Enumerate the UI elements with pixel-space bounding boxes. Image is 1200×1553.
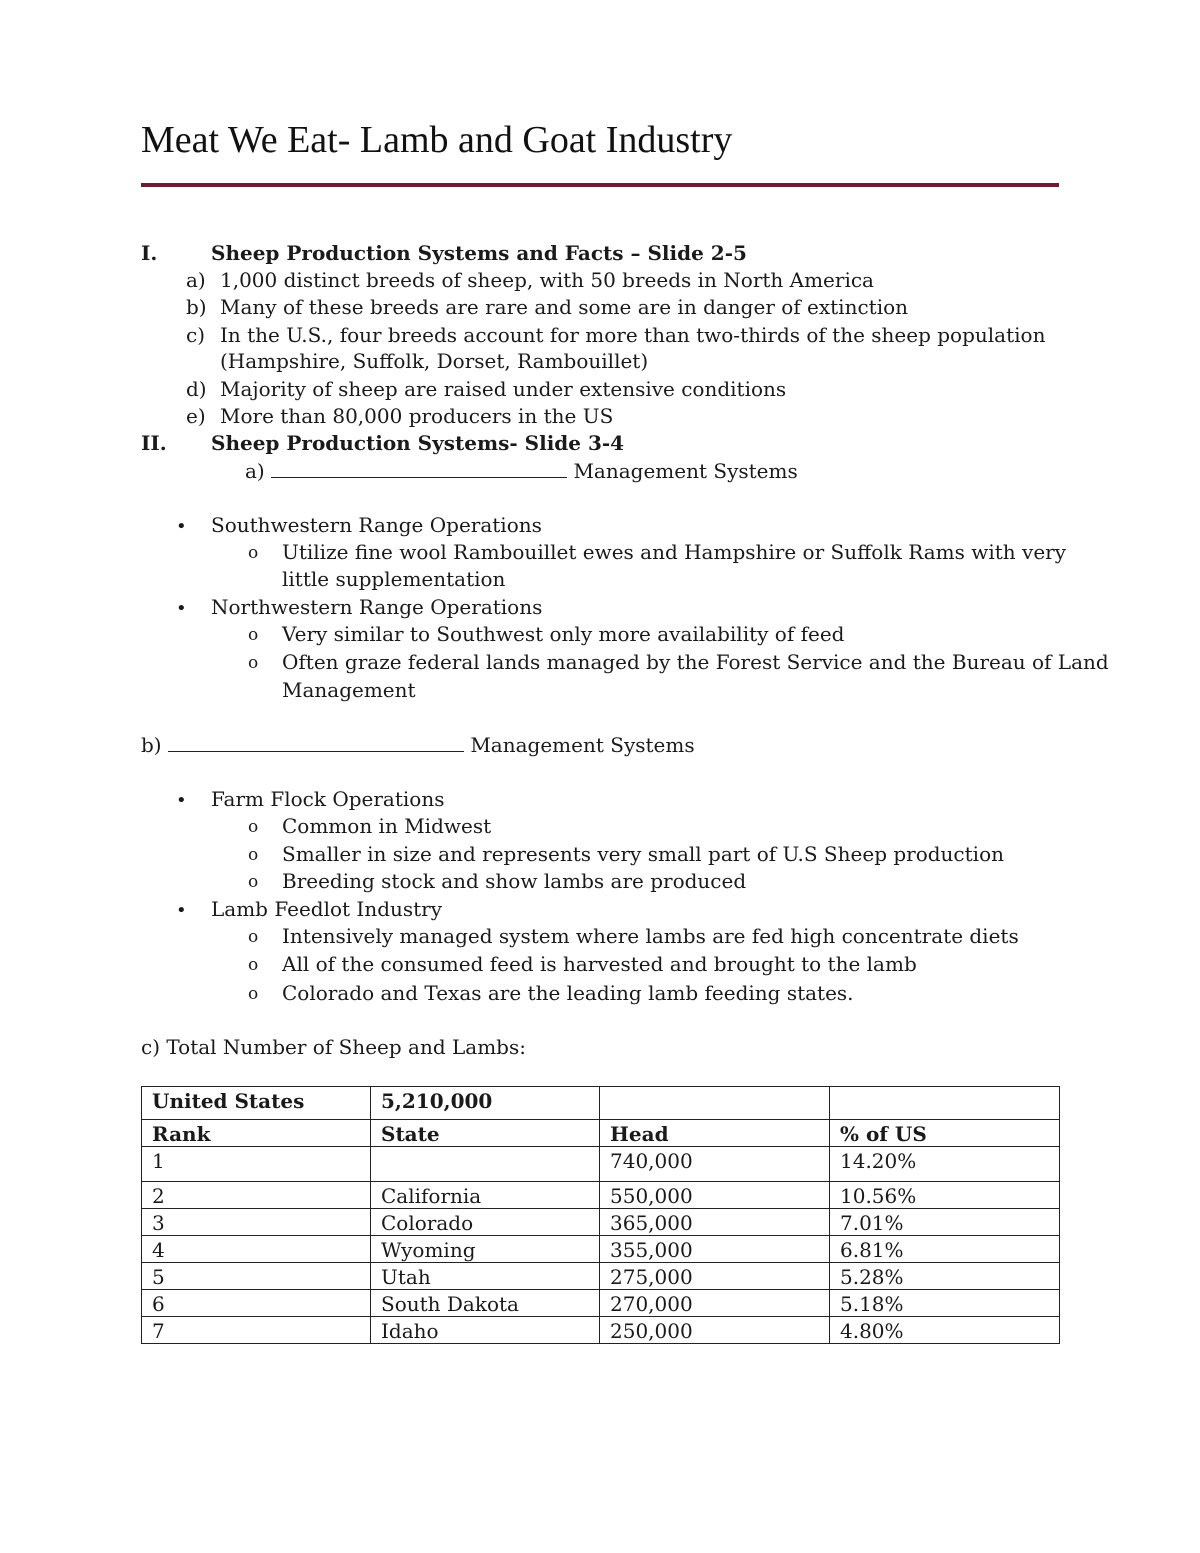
head-cell: 365,000 (600, 1209, 830, 1236)
rank-cell: 3 (142, 1209, 371, 1236)
table-row (142, 1087, 1060, 1120)
section-1-heading: Sheep Production Systems and Facts – Slide 2-5 (211, 241, 747, 265)
subsection-b-line (141, 731, 695, 759)
subsection-c-text: c) Total Number of Sheep and Lambs: (141, 1035, 526, 1059)
head-cell: 250,000 (600, 1317, 830, 1344)
bullet-northwestern: Northwestern Range Operations (211, 595, 543, 619)
fill-in-blank-a[interactable] (271, 457, 567, 478)
header-percent: % of US (830, 1120, 1060, 1147)
rank-cell: 4 (142, 1236, 371, 1263)
header-head: Head (600, 1120, 830, 1147)
table-row (142, 1147, 1060, 1182)
bullet-icon: • (176, 598, 187, 619)
sub-lamb-feedlot-3: Colorado and Texas are the leading lamb feeding states. (282, 981, 854, 1005)
bullet-icon: • (176, 900, 187, 921)
us-total-cell: 5,210,000 (371, 1087, 600, 1120)
item-c-letter: c) (186, 323, 206, 347)
table-row (142, 1290, 1060, 1317)
empty-cell (600, 1087, 830, 1120)
head-cell: 550,000 (600, 1182, 830, 1209)
table-row (142, 1209, 1060, 1236)
state-cell: Wyoming (371, 1236, 600, 1263)
percent-cell: 6.81% (830, 1236, 1060, 1263)
sub-southwestern-1-cont: little supplementation (282, 567, 506, 591)
circle-bullet-icon: o (248, 927, 259, 947)
subsection-b-label: b) (141, 733, 162, 757)
state-cell: Utah (371, 1263, 600, 1290)
item-a-letter: a) (186, 268, 206, 292)
section-1-numeral: I. (141, 241, 158, 265)
rank-cell: 1 (142, 1147, 371, 1182)
title-divider (141, 183, 1059, 187)
subsection-b-suffix: Management Systems (470, 733, 695, 757)
fill-in-blank-b[interactable] (168, 731, 464, 752)
item-e-letter: e) (186, 404, 206, 428)
item-d-text: Majority of sheep are raised under extensive conditions (220, 377, 787, 401)
sub-northwestern-1: Very similar to Southwest only more availability of feed (282, 622, 845, 646)
circle-bullet-icon: o (248, 625, 259, 645)
us-label-cell: United States (142, 1087, 371, 1120)
section-2-heading: Sheep Production Systems- Slide 3-4 (211, 431, 625, 455)
head-cell: 270,000 (600, 1290, 830, 1317)
item-a-text: 1,000 distinct breeds of sheep, with 50 breeds in North America (220, 268, 874, 292)
bullet-lamb-feedlot: Lamb Feedlot Industry (211, 897, 443, 921)
item-d-letter: d) (186, 377, 207, 401)
subsection-a-label: a) (245, 459, 265, 483)
table-row (142, 1317, 1060, 1344)
sub-farm-flock-1: Common in Midwest (282, 814, 492, 838)
state-cell: South Dakota (371, 1290, 600, 1317)
sub-northwestern-2-cont: Management (282, 678, 416, 702)
percent-cell: 4.80% (830, 1317, 1060, 1344)
table-row (142, 1263, 1060, 1290)
circle-bullet-icon: o (248, 872, 259, 892)
sheep-population-table (141, 1086, 1060, 1344)
item-c-text: In the U.S., four breeds account for more than two-thirds of the sheep population (220, 323, 1046, 347)
rank-cell: 2 (142, 1182, 371, 1209)
percent-cell: 5.28% (830, 1263, 1060, 1290)
sub-lamb-feedlot-1: Intensively managed system where lambs are fed high concentrate diets (282, 924, 1019, 948)
table-header-row (142, 1120, 1060, 1147)
circle-bullet-icon: o (248, 845, 259, 865)
circle-bullet-icon: o (248, 984, 259, 1004)
item-b-text: Many of these breeds are rare and some are in danger of extinction (220, 295, 909, 319)
rank-cell: 5 (142, 1263, 371, 1290)
sub-farm-flock-3: Breeding stock and show lambs are produced (282, 869, 747, 893)
sub-farm-flock-2: Smaller in size and represents very small part of U.S Sheep production (282, 842, 1004, 866)
table-row (142, 1182, 1060, 1209)
bullet-southwestern: Southwestern Range Operations (211, 513, 542, 537)
state-cell: California (371, 1182, 600, 1209)
bullet-icon: • (176, 516, 187, 537)
bullet-icon: • (176, 790, 187, 811)
bullet-farm-flock: Farm Flock Operations (211, 787, 445, 811)
percent-cell: 7.01% (830, 1209, 1060, 1236)
state-cell: Idaho (371, 1317, 600, 1344)
circle-bullet-icon: o (248, 955, 259, 975)
header-rank: Rank (142, 1120, 371, 1147)
percent-cell: 14.20% (830, 1147, 1060, 1182)
state-cell-blank[interactable] (371, 1147, 600, 1182)
subsection-a-suffix: Management Systems (573, 459, 798, 483)
sub-northwestern-2: Often graze federal lands managed by the Forest Service and the Bureau of Land (282, 650, 1109, 674)
state-cell: Colorado (371, 1209, 600, 1236)
rank-cell: 6 (142, 1290, 371, 1317)
empty-cell (830, 1087, 1060, 1120)
circle-bullet-icon: o (248, 817, 259, 837)
item-b-letter: b) (186, 295, 207, 319)
item-c-continuation: (Hampshire, Suffolk, Dorset, Rambouillet) (220, 349, 649, 373)
head-cell: 355,000 (600, 1236, 830, 1263)
header-state: State (371, 1120, 600, 1147)
circle-bullet-icon: o (248, 653, 259, 673)
head-cell: 740,000 (600, 1147, 830, 1182)
item-e-text: More than 80,000 producers in the US (220, 404, 614, 428)
circle-bullet-icon: o (248, 543, 259, 563)
sub-southwestern-1: Utilize fine wool Rambouillet ewes and Hampshire or Suffolk Rams with very (282, 540, 1067, 564)
percent-cell: 10.56% (830, 1182, 1060, 1209)
page-title: Meat We Eat- Lamb and Goat Industry (141, 119, 733, 161)
subsection-a-line (245, 457, 798, 485)
percent-cell: 5.18% (830, 1290, 1060, 1317)
rank-cell: 7 (142, 1317, 371, 1344)
section-2-numeral: II. (141, 431, 167, 455)
head-cell: 275,000 (600, 1263, 830, 1290)
sub-lamb-feedlot-2: All of the consumed feed is harvested and brought to the lamb (282, 952, 917, 976)
table-row (142, 1236, 1060, 1263)
